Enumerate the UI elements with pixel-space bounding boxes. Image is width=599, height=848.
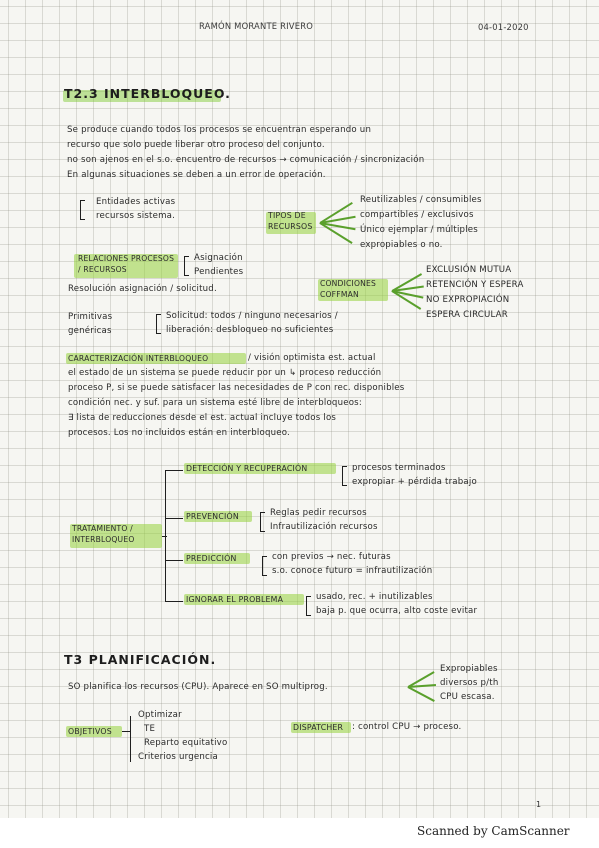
- section-title-t23: T2.3 INTERBLOQUEO.: [64, 86, 231, 101]
- label-tratamiento: TRATAMIENTO / INTERBLOQUEO: [72, 524, 135, 544]
- objetivo-item: Criterios urgencia: [138, 752, 218, 762]
- condicion-item: EXCLUSIÓN MUTUA: [426, 265, 512, 275]
- intro-line: En algunas situaciones se deben a un error de operación.: [67, 170, 326, 180]
- page-number: 1: [536, 800, 542, 809]
- condicion-item: RETENCIÓN Y ESPERA: [426, 280, 524, 290]
- t3-main-line: SO planifica los recursos (CPU). Aparece en SO multiprog.: [68, 682, 328, 692]
- tratamiento-item: baja p. que ocurra, alto coste evitar: [316, 606, 478, 616]
- objetivo-item: Reparto equitativo: [144, 738, 228, 748]
- bracket: [80, 200, 85, 220]
- tree-branch: [165, 518, 183, 519]
- primitivas-label: genéricas: [68, 326, 112, 336]
- label-objetivos: OBJETIVOS: [68, 727, 112, 736]
- caracterizacion-line: / visión optimista est. actual: [248, 353, 376, 363]
- tratamiento-item: procesos terminados: [352, 463, 446, 473]
- t3-branch-item: CPU escasa.: [440, 692, 495, 702]
- tree-connector: [162, 536, 167, 537]
- label-caracterizacion: CARACTERIZACIÓN INTERBLOQUEO: [68, 354, 209, 363]
- tratamiento-item: con previos → nec. futuras: [272, 552, 391, 562]
- primitivas-label: Primitivas: [68, 312, 113, 322]
- tree-branch: [165, 470, 183, 471]
- caracterizacion-line: proceso P, si se puede satisfacer las necesidades de P con rec. disponibles: [68, 383, 405, 393]
- tratamiento-item: Reglas pedir recursos: [270, 508, 367, 518]
- condicion-item: ESPERA CIRCULAR: [426, 310, 508, 320]
- dispatcher-text: : control CPU → proceso.: [352, 722, 462, 732]
- objetivo-item: TE: [144, 724, 156, 734]
- tree-branch: [165, 560, 183, 561]
- entity-item: Entidades activas: [96, 197, 176, 207]
- bracket: [156, 314, 161, 334]
- tipo-item: Reutilizables / consumibles: [360, 195, 482, 205]
- author-name: RAMÓN MORANTE RIVERO: [199, 21, 314, 31]
- caracterizacion-line: ∃ lista de reducciones desde el est. actual incluye todos los: [68, 413, 337, 423]
- tratamiento-item: expropiar + pérdida trabajo: [352, 477, 477, 487]
- tratamiento-item: Infrautilización recursos: [270, 522, 378, 532]
- tipo-item: Único ejemplar / múltiples: [360, 225, 478, 235]
- tratamiento-item: s.o. conoce futuro = infrautilización: [272, 566, 433, 576]
- primitiva-item: Solicitud: todos / ninguno necesarios /: [166, 311, 338, 321]
- tratamiento-method: PREVENCIÓN: [186, 512, 239, 521]
- primitiva-item: liberación: desbloqueo no suficientes: [166, 325, 334, 335]
- relacion-item: Pendientes: [194, 267, 244, 277]
- condicion-item: NO EXPROPIACIÓN: [426, 295, 510, 305]
- tree-branch: [165, 601, 183, 602]
- tree-trunk: [130, 716, 131, 762]
- tratamiento-item: usado, rec. + inutilizables: [316, 592, 433, 602]
- bracket: [342, 466, 347, 486]
- scanner-caption: Scanned by CamScanner: [417, 824, 570, 838]
- branch-line: [408, 686, 435, 701]
- bracket: [262, 556, 267, 576]
- t3-branch-item: Expropiables: [440, 664, 498, 674]
- caracterizacion-line: condición nec. y suf. para un sistema esté libre de interbloqueos:: [68, 398, 362, 408]
- relacion-item: Asignación: [194, 253, 243, 263]
- intro-line: recurso que solo puede liberar otro proceso del conjunto.: [67, 140, 325, 150]
- label-dispatcher: DISPATCHER: [293, 723, 344, 732]
- tipo-item: expropiables o no.: [360, 240, 443, 250]
- label-tipos-recursos: TIPOS DE RECURSOS: [268, 211, 313, 231]
- resolucion-text: Resolución asignación / solicitud.: [68, 284, 217, 294]
- intro-line: no son ajenos en el s.o. encuentro de recursos → comunicación / sincronización: [67, 155, 425, 165]
- page-date: 04-01-2020: [478, 22, 529, 32]
- section-title-t3: T3 PLANIFICACIÓN.: [64, 652, 217, 667]
- bracket: [184, 256, 189, 276]
- label-relaciones: RELACIONES PROCESOS / RECURSOS: [78, 254, 175, 274]
- tratamiento-method: DETECCIÓN Y RECUPERACIÓN: [186, 464, 308, 473]
- label-condiciones-coffman: CONDICIONES COFFMAN: [320, 279, 377, 299]
- caracterizacion-line: el estado de un sistema se puede reducir por un ↳ proceso reducción: [68, 368, 382, 378]
- objetivo-item: Optimizar: [138, 710, 182, 720]
- tree-connector: [122, 731, 130, 732]
- bracket: [306, 596, 311, 616]
- intro-line: Se produce cuando todos los procesos se encuentran esperando un: [67, 125, 372, 135]
- bracket: [260, 512, 265, 532]
- caracterizacion-line: procesos. Los no incluidos están en interbloqueo.: [68, 428, 290, 438]
- t3-branch-item: diversos p/th: [440, 678, 499, 688]
- tratamiento-method: IGNORAR EL PROBLEMA: [186, 595, 284, 604]
- entity-item: recursos sistema.: [96, 211, 176, 221]
- tipo-item: compartibles / exclusivos: [360, 210, 474, 220]
- tratamiento-method: PREDICCIÓN: [186, 554, 237, 563]
